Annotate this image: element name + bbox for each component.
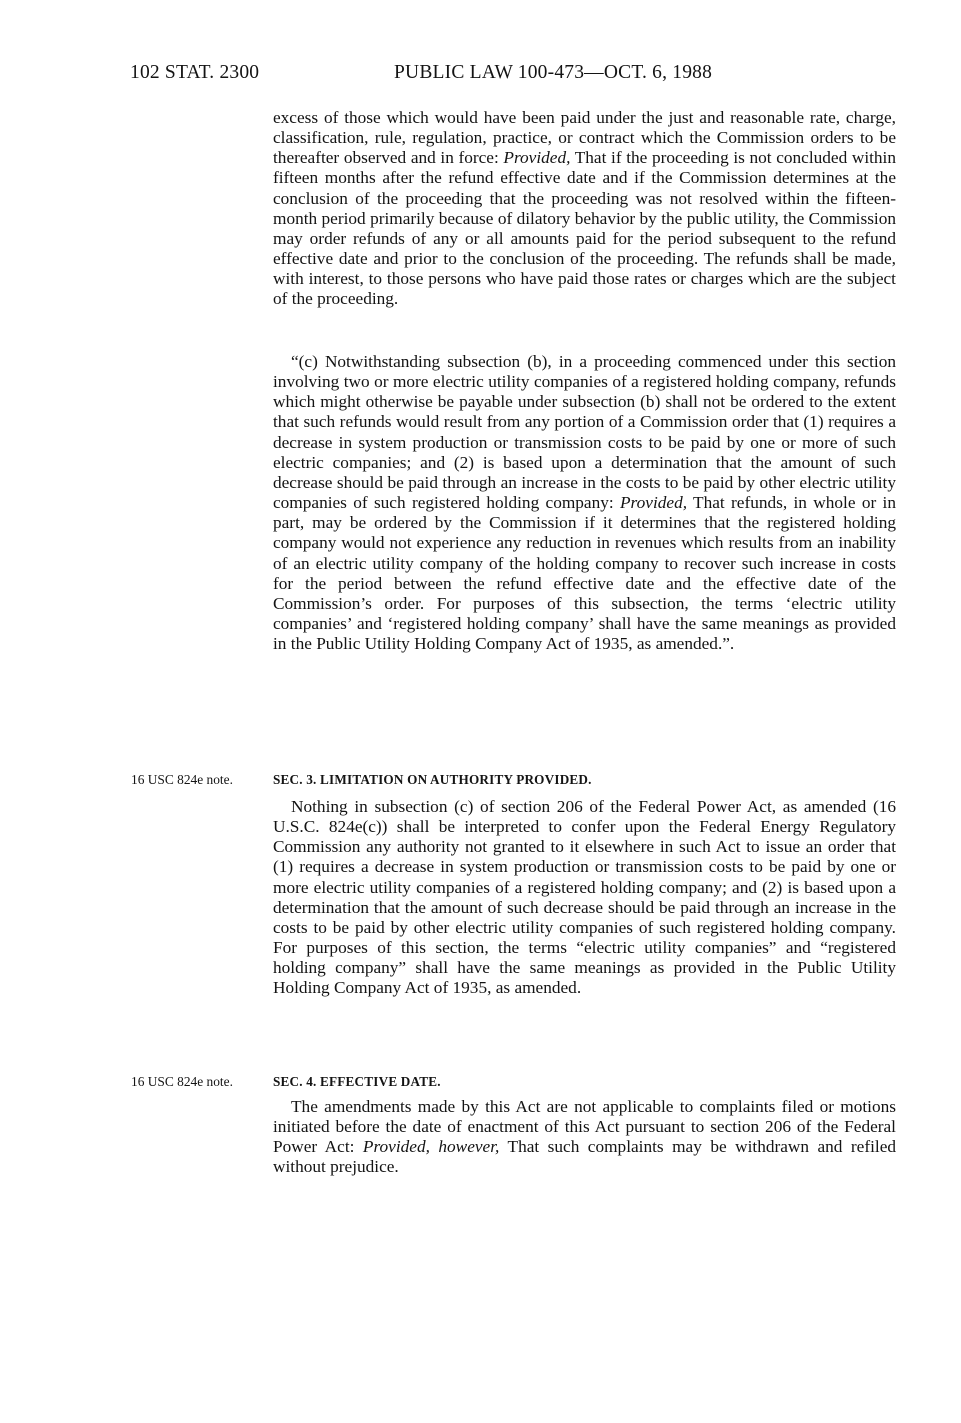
- section-3-heading: SEC. 3. LIMITATION ON AUTHORITY PROVIDED.: [273, 772, 592, 787]
- subsection-c-text-2: That refunds, in whole or in part, may be ordered by the Commission if it determines that the registered holding company would not experience any reduction in revenues which results from an inability of an electric utility company of the holding company to recover such increase in costs for the period between the refund effective date and the effective date of the Commission’s order. For purposes of this subsection, the terms ‘electric utility companies’ and ‘registered holding company’ shall have the same meanings as provided in the Public Utility Holding Company Act of 1935, as amended.”.: [273, 493, 896, 654]
- provided-however-proviso: Provided, however,: [362, 1137, 500, 1157]
- provided-proviso: Provided,: [503, 148, 571, 168]
- provided-proviso: Provided,: [620, 493, 688, 513]
- margin-note-sec3: 16 USC 824e note.: [131, 772, 233, 787]
- law-title: PUBLIC LAW 100-473—OCT. 6, 1988: [394, 62, 713, 83]
- section-4-text-1: The amendments made by this Act are not applicable to complaints filed or motions initiated before the date of enactment of this Act pursuant to section 206 of the Federal Power Act:: [273, 1097, 896, 1157]
- continuation-text-1: excess of those which would have been paid under the just and reasonable rate, charge, classification, rule, regulation, practice, or contract which the Commission orders to be thereafter observed and in force:: [273, 108, 896, 168]
- stat-page-number: 102 STAT. 2300: [130, 62, 260, 83]
- section-4-paragraph: [273, 1097, 896, 1178]
- subsection-c-paragraph: [273, 352, 896, 654]
- section-3-paragraph: [273, 797, 896, 999]
- continuation-text-2: That if the proceeding is not concluded within fifteen months after the refund effective date and if the Commission determines at the conclusion of the proceeding that the proceeding was not resolved within the fifteen-month period primarily because of dilatory behavior by the public utility, the Commission may order refunds of any or all amounts paid for the period subsequent to the refund effective date and prior to the conclusion of the proceeding. The refunds shall be made, with interest, to those persons who have paid those rates or charges which are the subject of the proceeding.: [273, 148, 897, 309]
- section-4-text-2: That such complaints may be withdrawn and refiled without prejudice.: [273, 1137, 896, 1177]
- margin-note-sec4: 16 USC 824e note.: [131, 1074, 233, 1089]
- subsection-c-text-1: “(c) Notwithstanding subsection (b), in a proceeding commenced under this section involving two or more electric utility companies of a registered holding company, refunds which might otherwise be payable under subsection (b) shall not be ordered to the extent that such refunds would result from any portion of a Commission order that (1) requires a decrease in system production or transmission costs to be paid by one or more of such electric companies; and (2) is based upon a determination that the amount of such decrease should be paid through an increase in the costs to be paid by other electric utility companies of such registered holding company:: [273, 352, 896, 513]
- continuation-paragraph: [273, 108, 896, 310]
- section-3-text: Nothing in subsection (c) of section 206 of the Federal Power Act, as amended (16 U.S.C. 824e(c)) shall be interpreted to confer upon the Federal Energy Regulatory Commission any authority not granted to it elsewhere in such Act to issue an order that (1) requires a decrease in system production or transmission costs to be paid by one or more electric utility companies of a registered holding company; and (2) is based upon a determination that the amount of such decrease should be paid through an increase in the costs to be paid by other electric utility companies of such registered holding company. For purposes of this section, the terms “electric utility companies” and “registered holding company” shall have the same meanings as provided in the Public Utility Holding Company Act of 1935, as amended.: [273, 797, 896, 998]
- section-4-heading: SEC. 4. EFFECTIVE DATE.: [273, 1074, 441, 1089]
